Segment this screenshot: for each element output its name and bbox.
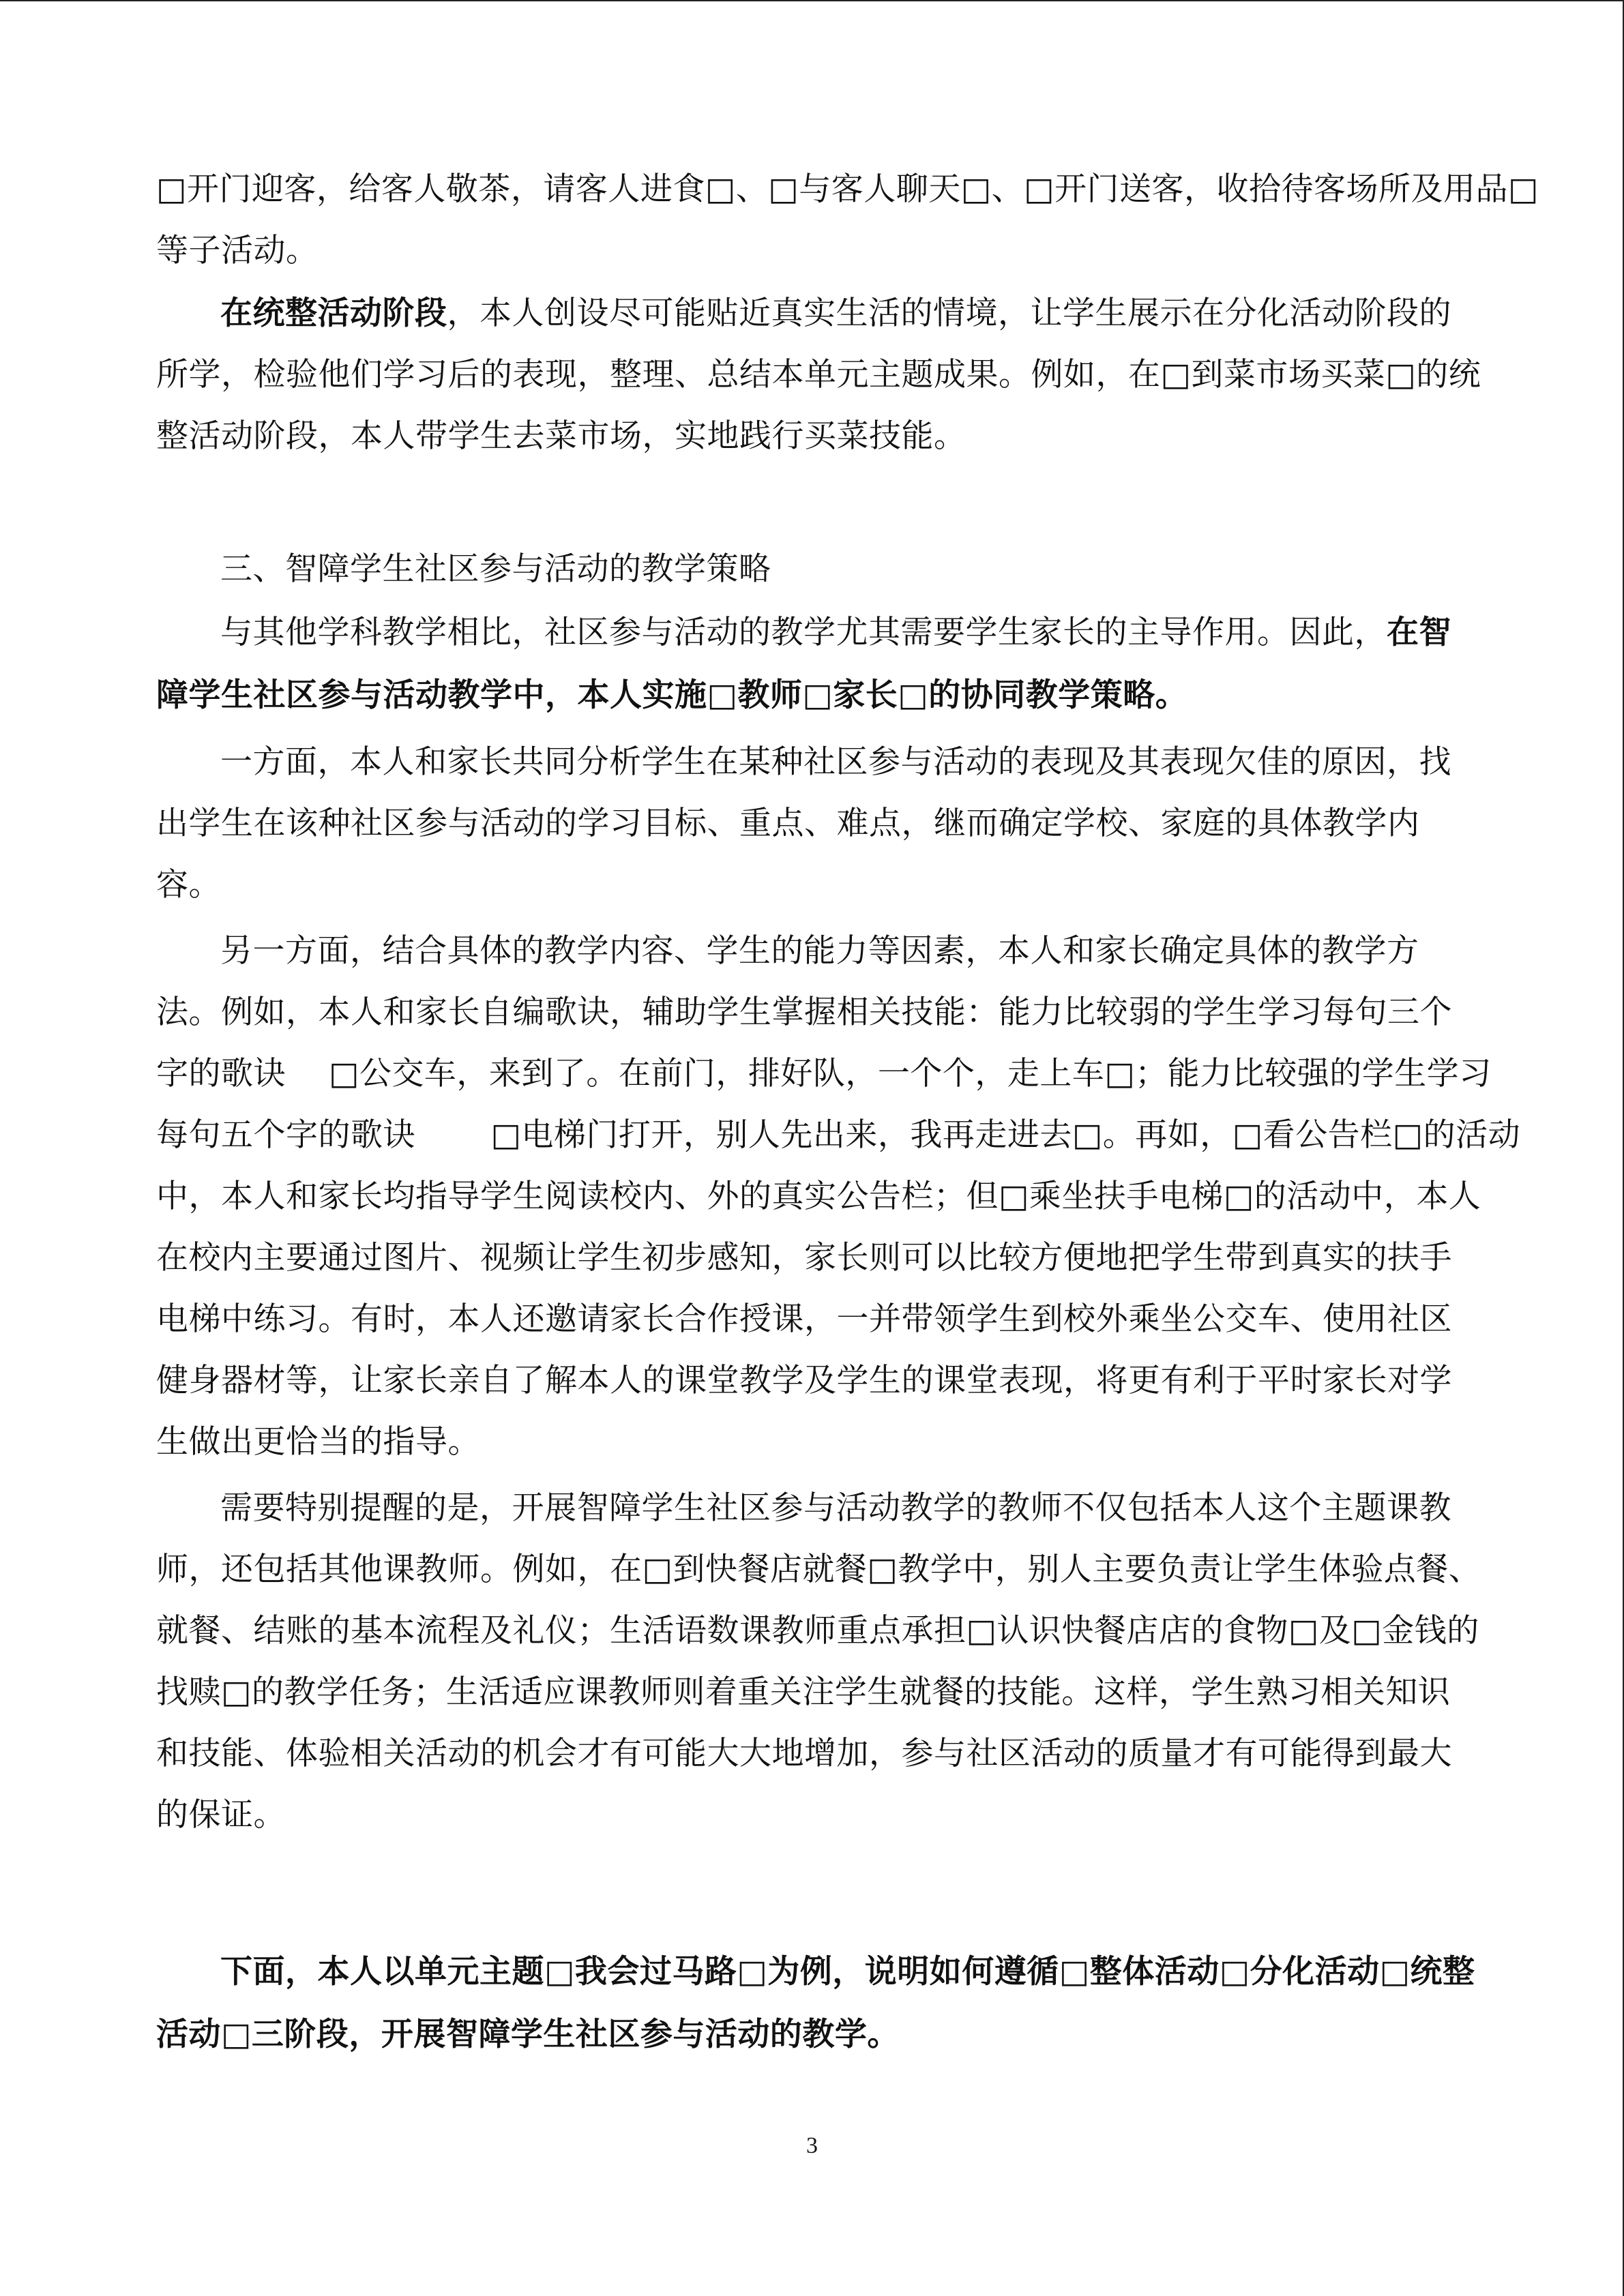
- text-line: 生做出更恰当的指导。: [156, 1423, 480, 1461]
- text-line: 和技能、体验相关活动的机会才有可能大大地增加，参与社区活动的质量才有可能得到最大: [156, 1735, 1452, 1772]
- text-line: □开门迎客，给客人敬茶，请客人进食□、□与客人聊天□、□开门送客，收拾待客场所及用品□: [156, 170, 1539, 208]
- bold-tail: 在智: [1387, 614, 1451, 651]
- text-line: 的保证。: [156, 1796, 286, 1834]
- text-line: 出学生在该种社区参与活动的学习目标、重点、难点，继而确定学校、家庭的具体教学内: [156, 805, 1420, 842]
- page-number: 3: [806, 2133, 818, 2158]
- bold-lead: 在统整活动阶段: [220, 295, 447, 332]
- line-text: 与其他学科教学相比，社区参与活动的教学尤其需要学生家长的主导作用。因此，: [220, 614, 1387, 651]
- page-border-top: [0, 0, 1624, 1]
- text-line: 活动□三阶段，开展智障学生社区参与活动的教学。: [156, 2016, 900, 2053]
- text-line: 整活动阶段，本人带学生去菜市场，实地践行买菜技能。: [156, 417, 966, 455]
- text-line: 法。例如，本人和家长自编歌诀，辅助学生掌握相关技能：能力比较弱的学生学习每句三个: [156, 994, 1452, 1031]
- text-line: 在校内主要通过图片、视频让学生初步感知，家长则可以比较方便地把学生带到真实的扶手: [156, 1239, 1452, 1277]
- text-line: [220, 612, 1451, 653]
- text-line: 健身器材等，让家长亲自了解本人的课堂教学及学生的课堂表现，将更有利于平时家长对学: [156, 1362, 1452, 1399]
- text-line: 下面，本人以单元主题□我会过马路□为例，说明如何遵循□整体活动□分化活动□统整: [220, 1953, 1475, 1991]
- text-line: 中，本人和家长均指导学生阅读校内、外的真实公告栏；但□乘坐扶手电梯□的活动中，本人: [156, 1178, 1481, 1215]
- text-line: 一方面，本人和家长共同分析学生在某种社区参与活动的表现及其表现欠佳的原因，找: [220, 743, 1451, 781]
- section-heading: 三、智障学生社区参与活动的教学策略: [220, 550, 771, 588]
- text-line: 容。: [156, 866, 221, 904]
- line-text: ，本人创设尽可能贴近真实生活的情境，让学生展示在分化活动阶段的: [447, 295, 1451, 332]
- text-line: [220, 293, 1451, 334]
- text-line: 就餐、结账的基本流程及礼仪；生活语数课教师重点承担□认识快餐店店的食物□及□金钱的: [156, 1612, 1479, 1650]
- text-line: 障学生社区参与活动教学中，本人实施□教师□家长□的协同教学策略。: [156, 676, 1188, 714]
- text-line: 等子活动。: [156, 232, 319, 269]
- text-line: 找赎□的教学任务；生活适应课教师则着重关注学生就餐的技能。这样，学生熟习相关知识: [156, 1673, 1451, 1711]
- text-line: 每句五个字的歌诀 □电梯门打开，别人先出来，我再走进去□。再如，□看公告栏□的活动: [156, 1116, 1521, 1154]
- text-line: 需要特别提醒的是，开展智障学生社区参与活动教学的教师不仅包括本人这个主题课教: [220, 1489, 1451, 1527]
- text-line: 字的歌诀 □公交车，来到了。在前门，排好队，一个个，走上车□；能力比较强的学生学习: [156, 1055, 1492, 1092]
- text-line: 另一方面，结合具体的教学内容、学生的能力等因素，本人和家长确定具体的教学方: [220, 932, 1419, 970]
- text-line: 师，还包括其他课教师。例如，在□到快餐店就餐□教学中，别人主要负责让学生体验点餐、: [156, 1551, 1481, 1588]
- text-line: 所学，检验他们学习后的表现，整理、总结本单元主题成果。例如，在□到菜市场买菜□的统: [156, 356, 1481, 393]
- text-line: 电梯中练习。有时，本人还邀请家长合作授课，一并带领学生到校外乘坐公交车、使用社区: [156, 1300, 1452, 1338]
